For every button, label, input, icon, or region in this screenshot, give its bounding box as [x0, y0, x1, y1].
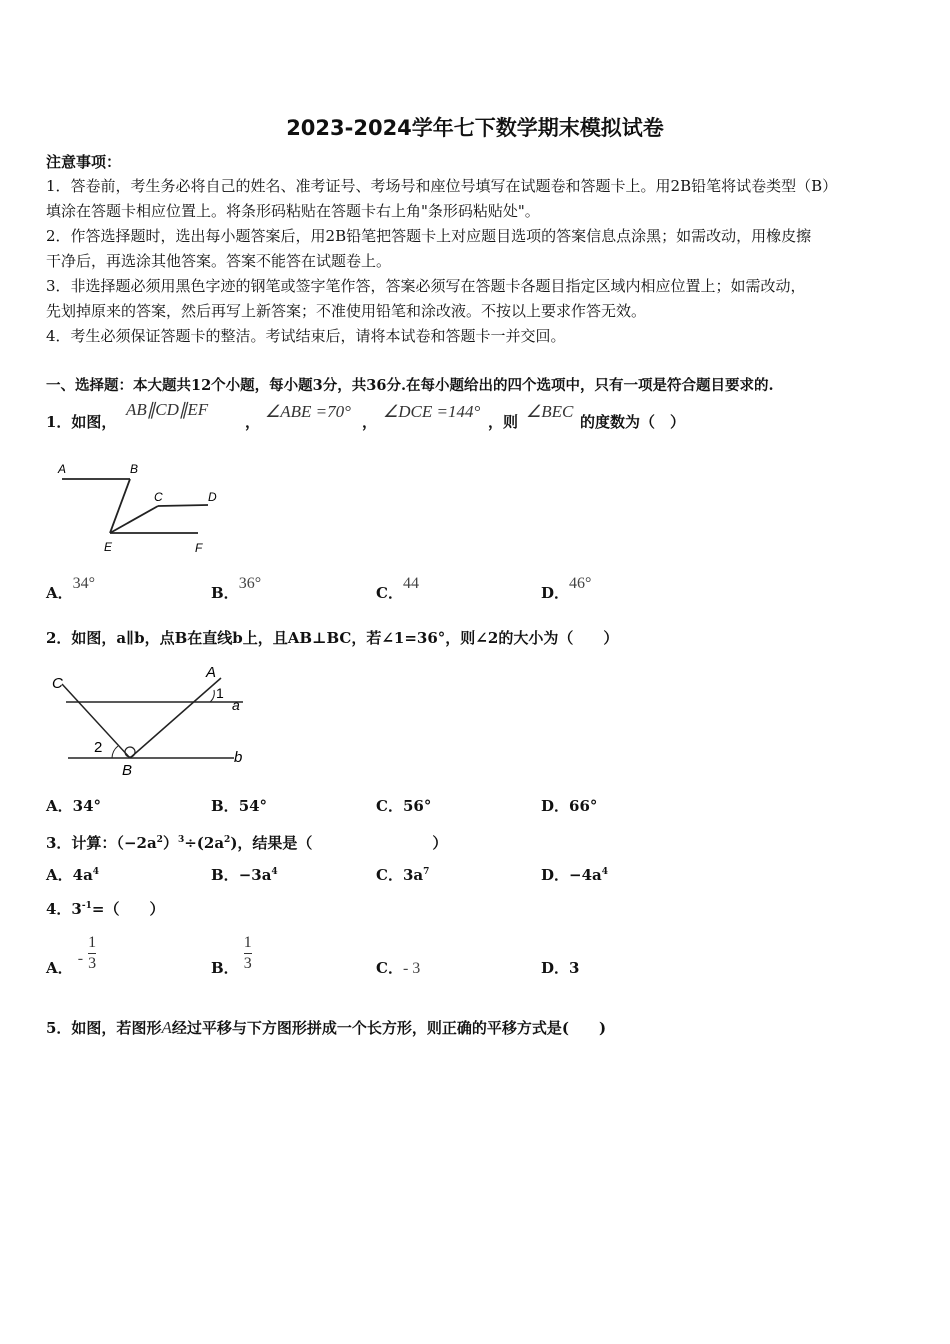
option-label: D． [541, 797, 570, 815]
notice-line: 先划掉原来的答案，然后再写上新答案；不准使用铅笔和涂改液。不按以上要求作答无效。 [46, 302, 647, 320]
question-1-math-angle-bec: ∠BEC [526, 402, 574, 421]
option-a[interactable] [46, 933, 97, 977]
option-c[interactable] [376, 957, 420, 978]
point-label: C [52, 675, 63, 692]
option-fraction: $\frac{1}{3}$ [88, 934, 97, 972]
question-2-text: 2．如图，a∥b，点B在直线b上，且AB⊥BC，若∠1=36°，则∠2的大小为（ ） [46, 629, 619, 647]
option-label: A． [46, 584, 73, 602]
question-5-text: 5．如图，若图形A经过平移与下方图形拼成一个长方形，则正确的平移方式是( ) [46, 1018, 607, 1037]
option-label: C． [376, 584, 403, 602]
option-value: 46° [569, 575, 592, 592]
question-1-math-angle-dce: ∠DCE =144° [383, 402, 481, 421]
option-label: A． [46, 797, 73, 815]
option-value: 36° [238, 575, 262, 592]
option-c[interactable]: C．$3a^7$ [376, 866, 430, 884]
question-1-suffix: 的度数为（ ） [580, 413, 686, 431]
notice-line: 填涂在答题卡相应位置上。将条形码粘贴在答题卡右上角"条形码粘贴处"。 [46, 202, 540, 220]
point-label: B [130, 462, 139, 476]
option-value: 54° [238, 797, 268, 815]
point-label: D [208, 490, 217, 504]
line-label: a [232, 697, 240, 713]
question-1-math-parallel: AB∥CD∥EF [126, 400, 209, 419]
option-b[interactable]: B．$-3a^4$ [211, 866, 278, 884]
question-1-prefix: 1．如图， [46, 413, 117, 431]
option-label: C． [376, 959, 403, 977]
option-label: D． [541, 959, 570, 977]
option-d[interactable] [541, 575, 592, 602]
option-label: D． [541, 584, 570, 602]
point-label: F [195, 541, 203, 555]
option-d[interactable]: D．$-4a^4$ [541, 866, 609, 884]
notice-heading: 注意事项： [46, 153, 122, 171]
page-title: 2023-2024学年七下数学期末模拟试卷 [286, 116, 664, 140]
question-2-figure [46, 660, 251, 778]
line-label: b [234, 749, 243, 766]
option-d[interactable] [541, 957, 579, 978]
option-label: A． [46, 959, 73, 977]
option-b[interactable] [211, 575, 262, 602]
point-label: B [122, 762, 133, 778]
question-1-mid: ，则 [488, 413, 519, 431]
option-value: 34° [72, 797, 102, 815]
option-d[interactable] [541, 795, 597, 816]
option-sign: - [77, 950, 84, 967]
option-b[interactable] [211, 933, 252, 977]
option-value: - 3 [402, 960, 421, 977]
notice-line: 3．非选择题必须用黑色字迹的钢笔或签字笔作答，答案必须写在答题卡各题目指定区域内相应位置上；如需改动， [46, 277, 806, 295]
option-value: 3 [569, 959, 580, 977]
question-1-sep: ， [362, 413, 378, 431]
option-value: 66° [569, 797, 598, 815]
angle-label: 2 [94, 739, 103, 756]
notice-line: 2．作答选择题时，选出每小题答案后，用2B铅笔把答题卡上对应题目选项的答案信息点涂黑；如需改动，用橡皮擦 [46, 227, 812, 245]
option-fraction: $\frac{1}{3}$ [243, 934, 252, 972]
point-label: E [104, 540, 113, 554]
option-value: 34° [72, 575, 96, 592]
question-1-figure [50, 455, 230, 560]
option-a[interactable] [46, 795, 101, 816]
point-label: A [58, 462, 67, 476]
option-label: C． [376, 797, 403, 815]
option-a[interactable]: A．$4a^4$ [46, 866, 100, 884]
question-4-text: 4．$3^{-1}=$（ ） [46, 900, 165, 918]
option-c[interactable] [376, 575, 419, 602]
option-label: B． [211, 797, 239, 815]
option-value: 56° [402, 797, 432, 815]
notice-line: 干净后，再选涂其他答案。答案不能答在试题卷上。 [46, 252, 392, 270]
point-label: A [206, 664, 217, 681]
option-value: 44 [402, 575, 419, 592]
option-a[interactable] [46, 575, 96, 602]
question-3-text: 3．计算：$(-2a^2)^3\div(2a^2)$，结果是（ ） [46, 834, 448, 852]
question-1-sep: ， [245, 413, 261, 431]
option-b[interactable] [211, 795, 267, 816]
section-heading: 一、选择题：本大题共12个小题，每小题3分，共36分.在每小题给出的四个选项中，只有一项是符合题目要求的. [46, 377, 774, 394]
notice-line: 1．答卷前，考生务必将自己的姓名、准考证号、考场号和座位号填写在试题卷和答题卡上。用2B铅笔将试卷类型（B） [46, 177, 838, 195]
angle-label: 1 [216, 685, 224, 701]
point-label: C [154, 490, 163, 504]
option-c[interactable] [376, 795, 431, 816]
notice-line: 4．考生必须保证答题卡的整洁。考试结束后，请将本试卷和答题卡一并交回。 [46, 327, 566, 345]
question-1-math-angle-abe: ∠ABE =70° [265, 402, 351, 421]
option-label: B． [211, 959, 239, 977]
option-label: B． [211, 584, 239, 602]
